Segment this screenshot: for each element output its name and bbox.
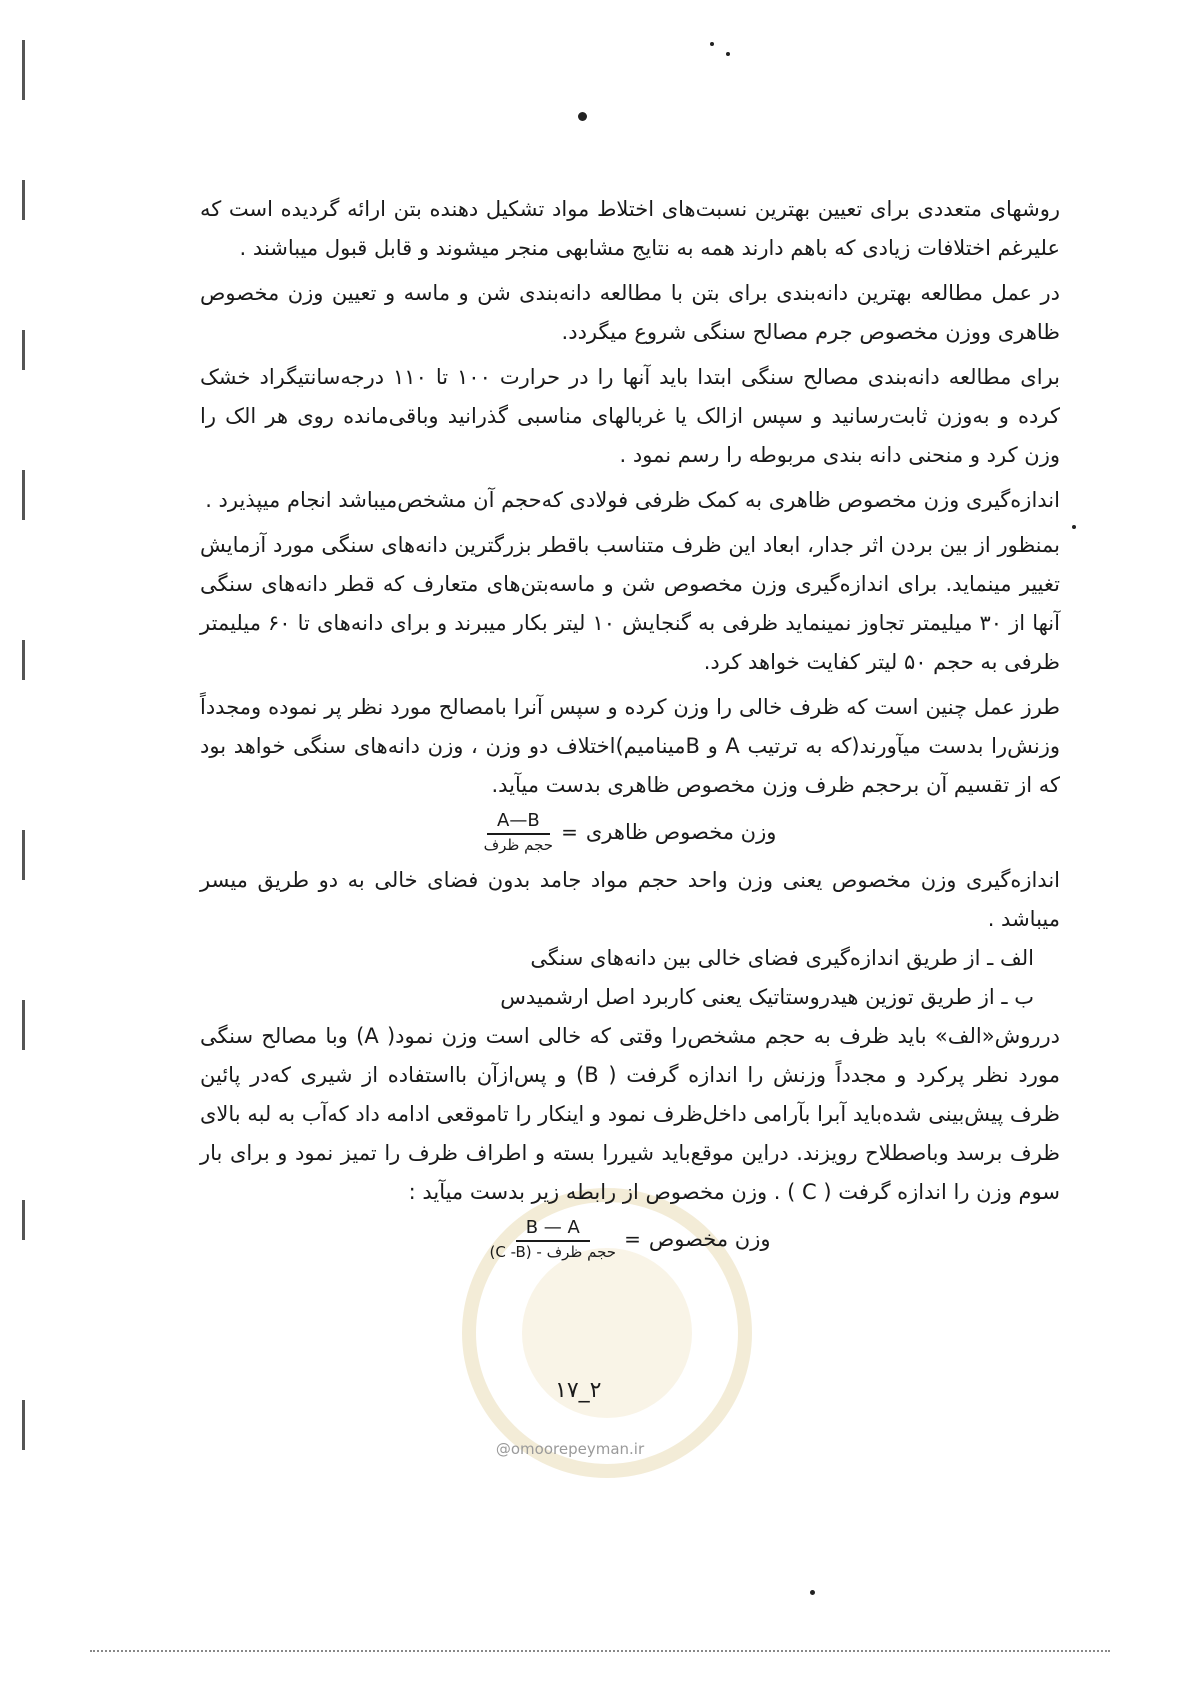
formula-fraction <box>490 1216 617 1262</box>
formula-apparent-density <box>200 809 1060 855</box>
formula-denominator: حجم ظرف - (C -B) <box>489 1243 617 1261</box>
watermark-site-text: @omoorepeyman.ir <box>495 1440 645 1458</box>
paragraph-container-size: بمنظور از بین بردن اثر جدار، ابعاد این ظرف متناسب باقطر بزرگترین دانه‌های سنگی مورد آزمایش تغییر مینماید. برای اندازه‌گیری وزن مخصوص شن و ماسه‌بتن‌های متعارف که قطر دانه‌های سنگی آنها از ۳۰ میلیمتر تجاوز نمینماید ظرفی به گنجایش ۱۰ لیتر بکار میبرند و برای دانه‌های تا ۶۰ میلیمتر ظرفی به حجم ۵۰ لیتر کفایت خواهد کرد. <box>200 533 1060 674</box>
formula-denominator: حجم ظرف <box>483 836 554 854</box>
scan-edge-mark <box>22 180 25 220</box>
list-item-b: ب ـ از طریق توزین هیدروستاتیک یعنی کاربرد اصل ارشمیدس <box>500 985 1034 1009</box>
watermark-seal-center <box>522 1248 692 1418</box>
scan-edge-mark <box>22 330 25 370</box>
scan-edge-mark <box>22 640 25 680</box>
scan-speck <box>810 1590 815 1595</box>
list-item-a: الف ـ از طریق اندازه‌گیری فضای خالی بین دانه‌های سنگی <box>530 946 1034 970</box>
scan-speck <box>578 112 587 121</box>
paragraph-sieve: برای مطالعه دانه‌بندی مصالح سنگی ابتدا باید آنها را در حرارت ۱۰۰ تا ۱۱۰ درجه‌سانتیگراد خشک کرده و به‌وزن ثابت‌رسانید و سپس ازالک یا غربالهای مناسبی گذرانید وباقی‌مانده روی هر الک را وزن کرد و منحنی دانه بندی مربوطه را رسم نمود . <box>200 365 1061 467</box>
scan-edge-mark <box>22 830 25 880</box>
formula-lhs: وزن مخصوص ظاهری <box>585 819 777 844</box>
formula-equals: = <box>561 819 578 844</box>
paragraph-method-a: درروش«الف» باید ظرف به حجم مشخص‌را وقتی که خالی است وزن نمود( A) وبا مصالح سنگی مورد نظر پرکرد و مجدداً وزنش را اندازه گرفت ( B) و پس‌ازآن بااستفاده از شیری که‌در پائین ظرف پیش‌بینی شده‌باید آبرا بآرامی داخل‌ظرف نمود و اینکار را تاموقعی ادامه داد که‌آب به لبه بالای ظرف برسد وباصطلاح رویزند. دراین موقع‌باید شیررا بسته و اطراف ظرف را تمیز نمود و برای بار سوم وزن را اندازه گرفت ( C ) . وزن مخصوص از رابطه زیر بدست میآید : <box>200 1024 1061 1204</box>
scan-speck <box>1072 525 1076 529</box>
formula-specific-gravity <box>200 1216 1060 1262</box>
paragraph-intro: روشهای متعددی برای تعیین بهترین نسبت‌های اختلاط مواد تشکیل دهنده بتن ارائه گردیده است که علیرغم اختلافات زیادی که باهم دارند همه به نتایج مشابهی منجر میشوند و قابل قبول میباشند . <box>200 197 1060 260</box>
body-text <box>200 190 1060 1268</box>
page-number: ۱۷_۲ <box>555 1378 602 1403</box>
scan-edge-mark <box>22 1200 25 1240</box>
scan-edge-mark <box>22 1000 25 1050</box>
scan-edge-mark <box>22 40 25 100</box>
scan-speck <box>726 52 730 56</box>
scan-edge-mark <box>22 470 25 520</box>
scan-speck <box>710 42 714 46</box>
formula-numerator: A—B <box>487 809 550 835</box>
paragraph-specific-gravity: اندازه‌گیری وزن مخصوص یعنی وزن واحد حجم مواد جامد بدون فضای خالی به دو طریق میسر میباشد . <box>200 868 1060 931</box>
paragraph-apparent-density: اندازه‌گیری وزن مخصوص ظاهری به کمک ظرفی فولادی که‌حجم آن مشخص‌میباشد انجام میپذیرد . <box>205 488 1060 512</box>
paragraph-procedure: طرز عمل چنین است که ظرف خالی را وزن کرده و سپس آنرا بامصالح مورد نظر پر نموده ومجدداً وزنش‌را بدست میآورند(که به ترتیب A و B‌مینامیم)اختلاف دو وزن ، وزن دانه‌های سنگی خواهد بود که از تقسیم آن برحجم ظرف وزن مخصوص ظاهری بدست میآید. <box>200 695 1060 797</box>
scan-bottom-edge <box>90 1650 1110 1652</box>
paragraph-gradation: در عمل مطالعه بهترین دانه‌بندی برای بتن با مطالعه دانه‌بندی شن و ماسه و تعیین وزن مخصوص ظاهری ووزن مخصوص جرم مصالح سنگی شروع میگردد. <box>200 281 1060 344</box>
formula-equals: = <box>624 1226 641 1251</box>
formula-numerator: B — A <box>516 1216 590 1242</box>
scan-edge-mark <box>22 1400 25 1450</box>
formula-fraction <box>484 809 553 855</box>
formula-lhs: وزن مخصوص <box>648 1226 771 1251</box>
